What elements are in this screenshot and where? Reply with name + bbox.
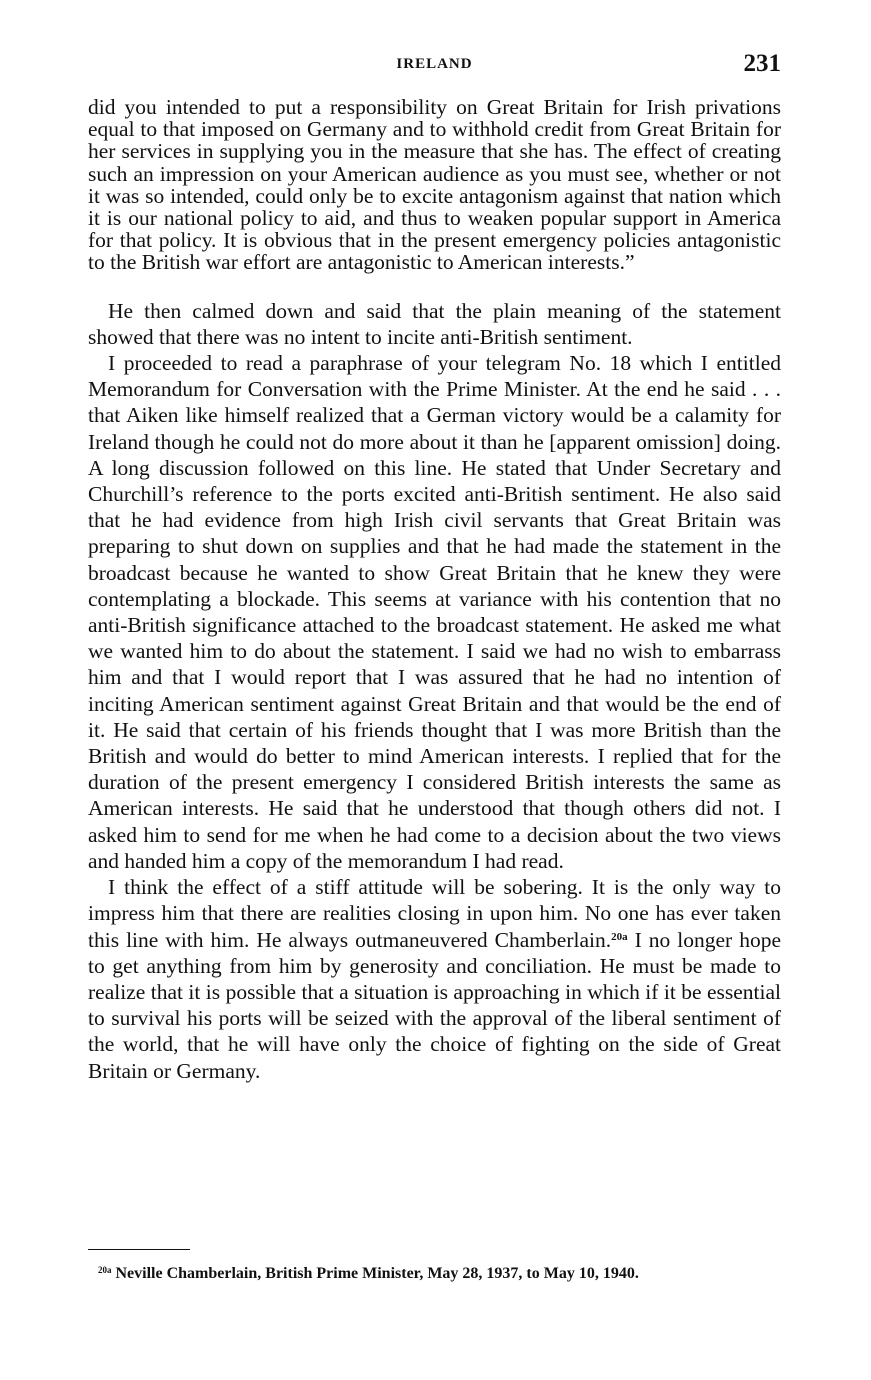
body-paragraph: I proceeded to read a paraphrase of your telegram No. 18 which I entitled Memorandum for Conversation with the Prime Minister. At the end he said . . . that Aiken like himself realized that a German victory would be a calamity for Ireland though he could not do more about it than he [apparent omission] doing. A long discussion followed on this line. He stated that Under Secretary and Churchill’s reference to the ports excited anti-British sentiment. He also said that he had evidence from high Irish civil servants that Great Britain was preparing to shut down on supplies and that he had made the statement in the broadcast because he wanted to show Great Britain that he knew they were contemplating a blockade. This seems at variance with his contention that no anti-British significance attached to the broadcast statement. He asked me what we wanted him to do about the statement. I said we had no wish to embarrass him and that I would report that I was assured that he had no intention of inciting American sentiment against Great Britain and that would be the end of it. He said that certain of his friends thought that I was more British than the British and would do better to mind American interests. I replied that for the duration of the present emergency I considered British interests the same as American interests. He said that he understood that though others did not. I asked him to send for me when he had come to a decision about the two views and handed him a copy of the memorandum I had read. xyxy=(88,351,781,873)
page-number: 231 xyxy=(743,50,781,77)
body-text xyxy=(88,96,781,1084)
footnote xyxy=(88,1263,781,1285)
paragraph-text: I think the effect of a stiff attitude will be sobering. It is the only way to impress him that there are realities closing in upon him. No one has ever taken this line with him. He always outmaneuvered Chamberlain. xyxy=(88,875,781,952)
quoted-telegram-paragraph: did you intended to put a responsibility on Great Britain for Irish privations equal to that imposed on Germany and to withhold credit from Great Britain for her services in supplying you in the measure that she has. The effect of creating such an impression on your American audience as you must see, whether or not it was so intended, could only be to excite antagonism against that nation which it is our national policy to aid, and thus to weaken popular support in America for that policy. It is obvious that in the present emergency policies antagonistic to the British war effort are antagonistic to American interests.” xyxy=(88,95,781,275)
footnote-reference: 20a xyxy=(611,930,628,943)
body-paragraph: He then calmed down and said that the plain meaning of the statement showed that there was no intent to incite anti-British sentiment. xyxy=(88,298,781,349)
footnote-divider xyxy=(88,1249,190,1250)
page-header xyxy=(88,50,781,80)
footnote-text: Neville Chamberlain, British Prime Minister, May 28, 1937, to May 10, 1940. xyxy=(111,1265,639,1282)
running-head: IRELAND xyxy=(396,56,473,72)
paragraph-text: I no longer hope to get anything from him by generosity and conciliation. He must be made to realize that it is possible that a situation is approaching in which if it be essential to survival his ports will be seized with the approval of the liberal sentiment of the world, that he will have only the choice of fighting on the side of Great Britain or Germany. xyxy=(88,927,781,1083)
footnote-marker: 20a xyxy=(98,1265,112,1275)
body-paragraph xyxy=(88,874,781,1084)
